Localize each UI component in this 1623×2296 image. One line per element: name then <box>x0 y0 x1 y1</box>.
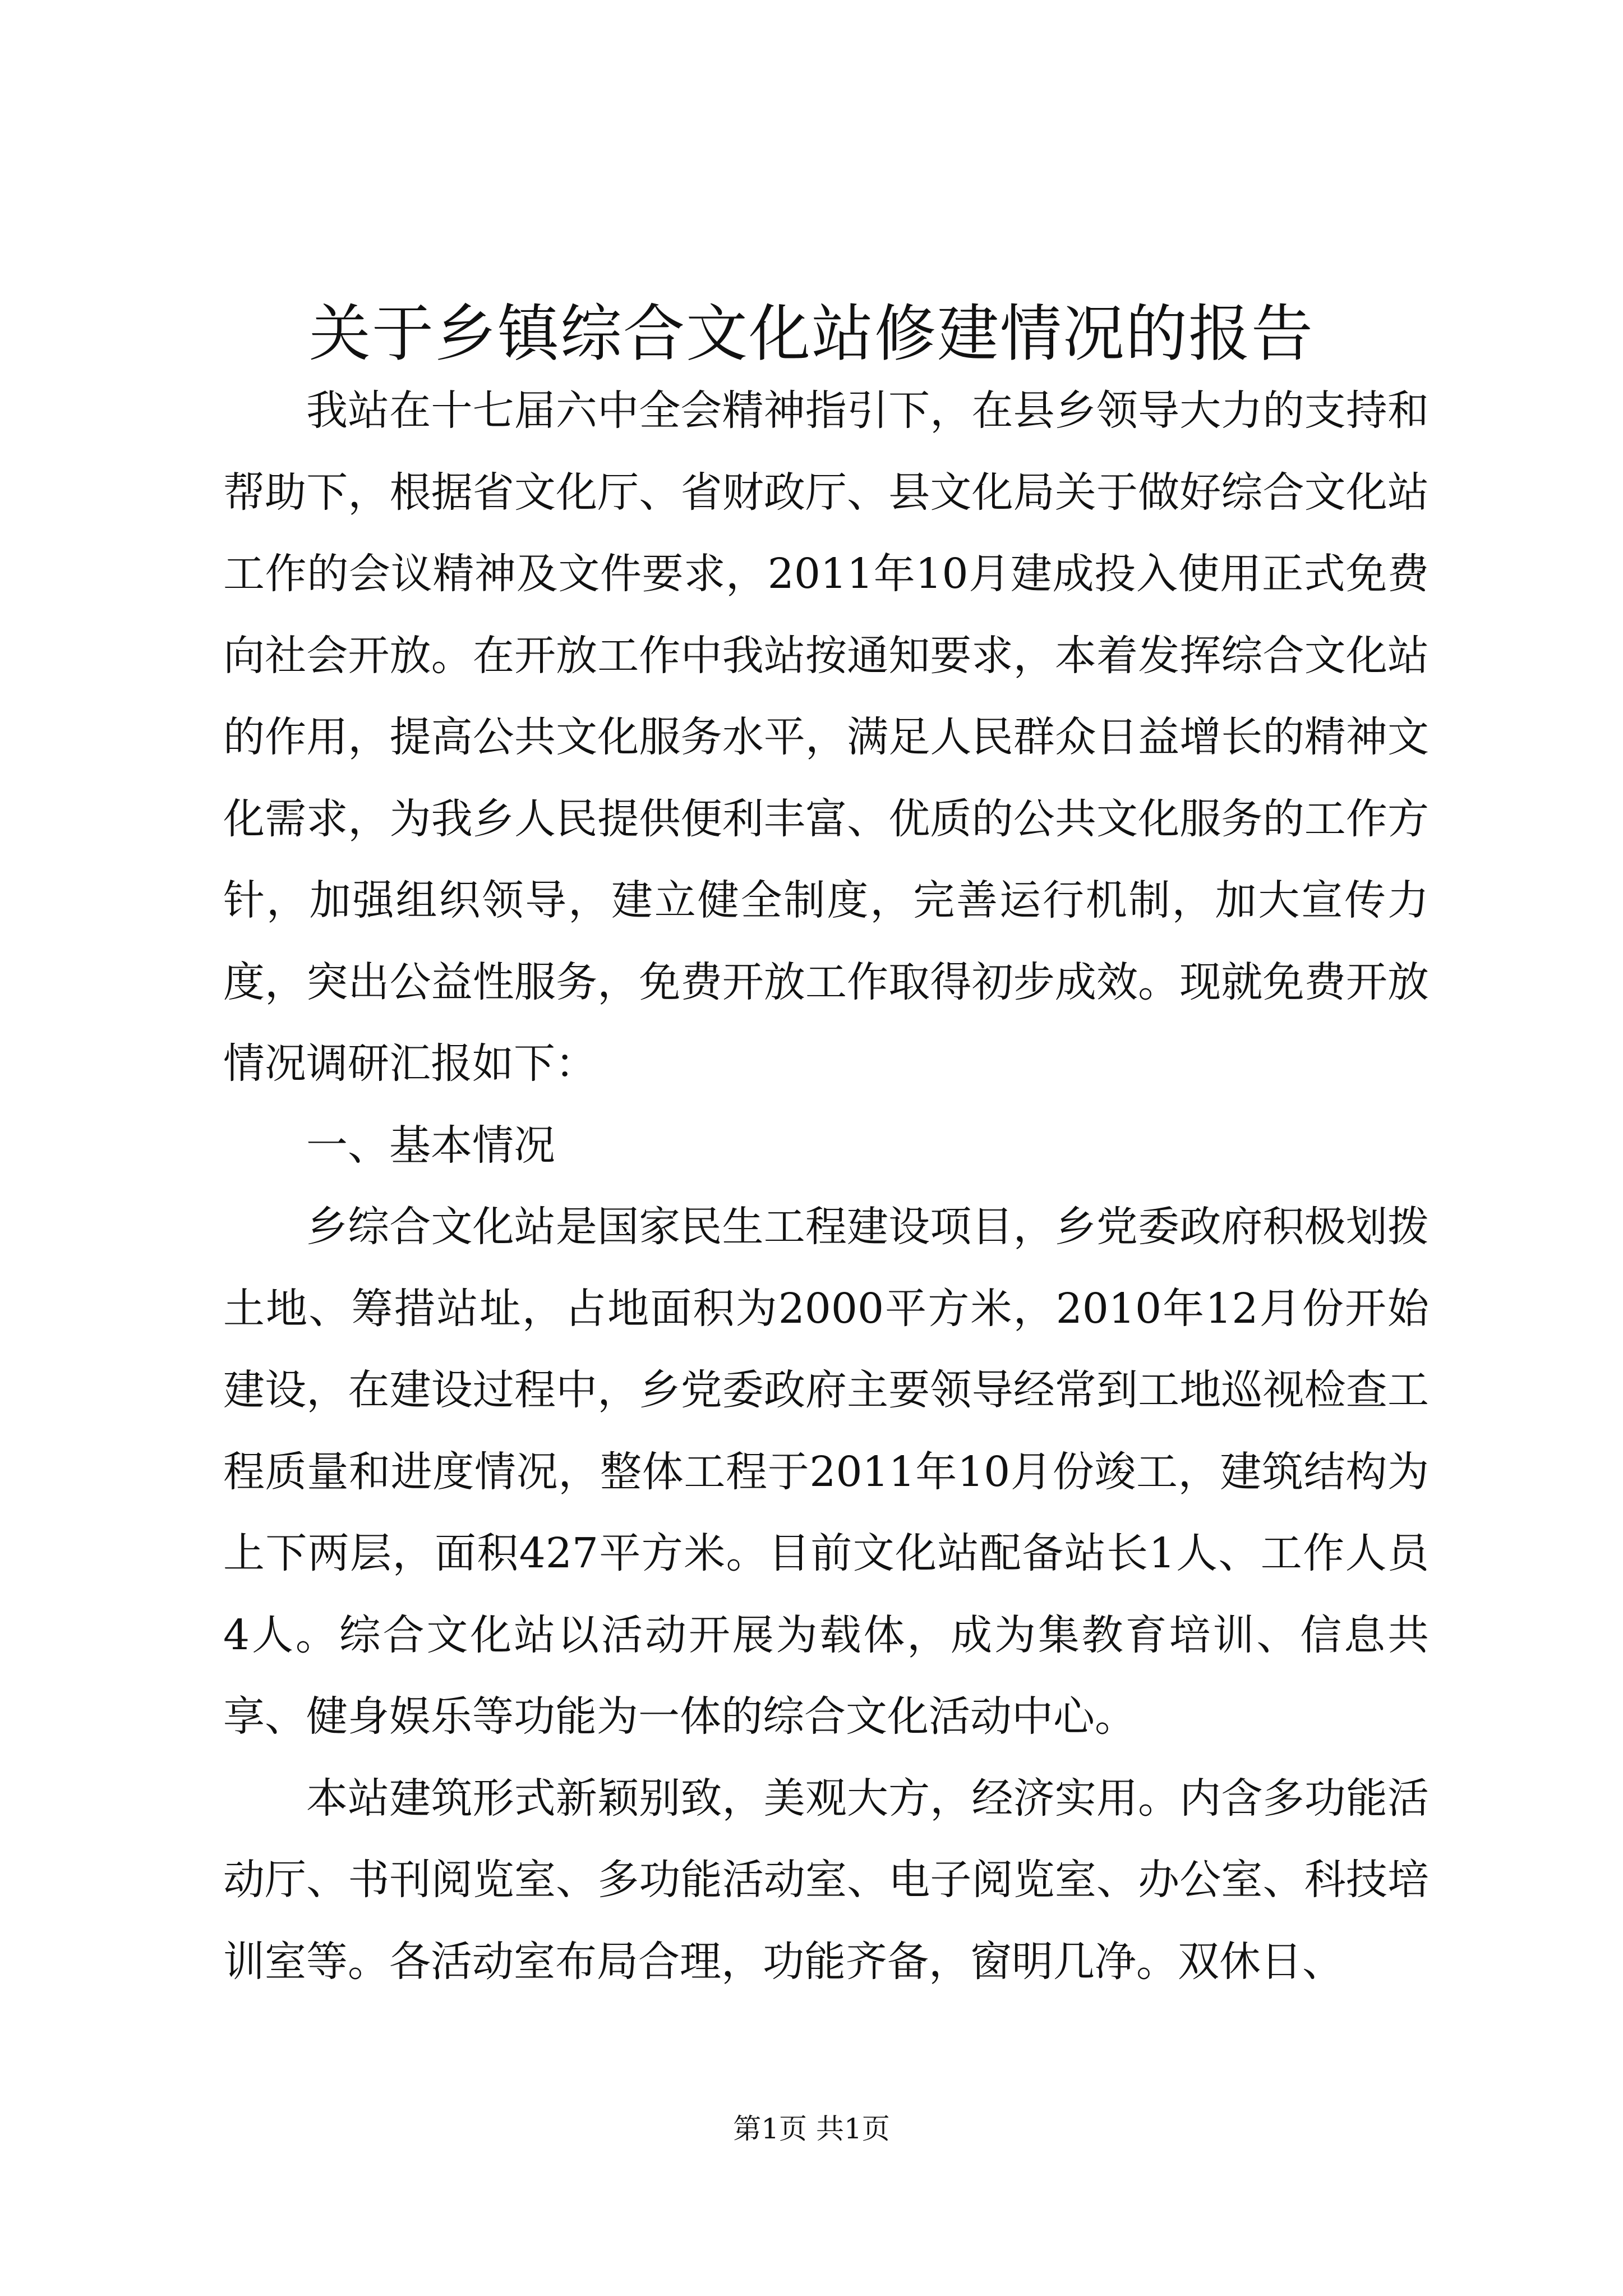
document-body <box>223 370 1429 2003</box>
paragraph-basic-situation: 乡综合文化站是国家民生工程建设项目，乡党委政府积极划拨土地、筹措站址，占地面积为2000平方米，2010年12月份开始建设，在建设过程中，乡党委政府主要领导经常到工地巡视检查工程质量和进度情况，整体工程于2011年10月份竣工，建筑结构为上下两层，面积427平方米。目前文化站配备站长1人、工作人员4人。综合文化站以活动开展为载体，成为集教育培训、信息共享、健身娱乐等功能为一体的综合文化活动中心。 <box>223 1203 1429 1741</box>
paragraph-intro: 我站在十七届六中全会精神指引下，在县乡领导大力的支持和帮助下，根据省文化厅、省财政厅、县文化局关于做好综合文化站工作的会议精神及文件要求，2011年10月建成投入使用正式免费向社会开放。在开放工作中我站按通知要求，本着发挥综合文化站的作用，提高公共文化服务水平，满足人民群众日益增长的精神文化需求，为我乡人民提供便利丰富、优质的公共文化服务的工作方针，加强组织领导，建立健全制度，完善运行机制，加大宣传力度，突出公益性服务，免费开放工作取得初步成效。现就免费开放情况调研汇报如下： <box>223 386 1429 1088</box>
page-footer: 第1页 共1页 <box>733 2113 890 2145</box>
section-heading-basic-situation: 一、基本情况 <box>306 1121 555 1170</box>
paragraph-building-description: 本站建筑形式新颖别致，美观大方，经济实用。内含多功能活动厅、书刊阅览室、多功能活动室、电子阅览室、办公室、科技培训室等。各活动室布局合理，功能齐备，窗明几净。双休日、 <box>223 1774 1429 1986</box>
document-title: 关于乡镇综合文化站修建情况的报告 <box>309 298 1314 370</box>
